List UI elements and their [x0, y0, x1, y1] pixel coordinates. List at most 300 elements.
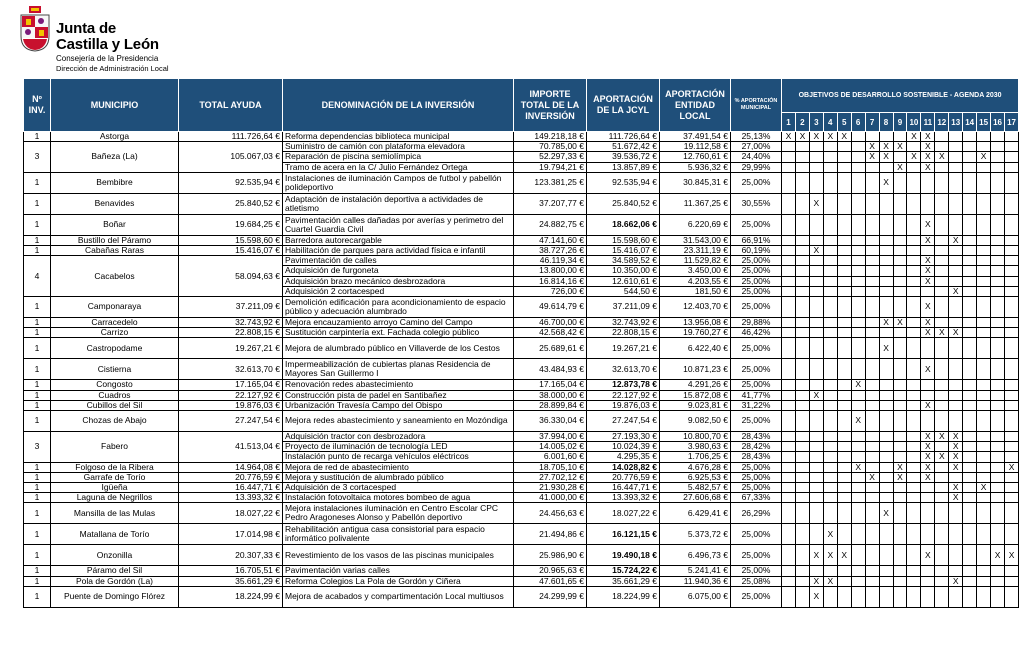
municipality-name: Congosto: [51, 380, 179, 390]
ods-cell-1: [782, 235, 796, 245]
ods-cell-11: X: [921, 432, 935, 442]
ods-cell-5: [837, 442, 851, 452]
jcyl-contribution: 16.447,71 €: [587, 483, 660, 493]
municipal-percentage: 67,33%: [731, 493, 782, 503]
investment-name: Instalaciones de iluminación Campos de futbol y pabellón polideportivo: [283, 172, 514, 193]
ods-cell-3: X: [809, 193, 823, 214]
ods-cell-5: [837, 142, 851, 152]
ods-cell-17: [1005, 276, 1019, 286]
page-header: [20, 4, 420, 78]
ods-cell-15: [977, 442, 991, 452]
ods-cell-1: [782, 328, 796, 338]
ods-cell-11: X: [921, 235, 935, 245]
jcyl-contribution: 51.672,42 €: [587, 142, 660, 152]
municipal-percentage: 66,91%: [731, 235, 782, 245]
local-contribution: 181,50 €: [660, 286, 731, 296]
ods-cell-2: [795, 246, 809, 256]
municipal-percentage: 30,55%: [731, 193, 782, 214]
ods-cell-16: [991, 390, 1005, 400]
ods-cell-2: [795, 162, 809, 172]
ods-cell-9: [893, 483, 907, 493]
ods-cell-4: [823, 338, 837, 359]
municipal-percentage: 25,00%: [731, 566, 782, 576]
ods-cell-6: [851, 235, 865, 245]
table-row: [24, 297, 1019, 318]
ods-cell-4: [823, 162, 837, 172]
local-contribution: 4.676,28 €: [660, 462, 731, 472]
investment-amount: 149.218,18 €: [514, 132, 587, 142]
ods-cell-11: X: [921, 442, 935, 452]
jcyl-contribution: 14.028,82 €: [587, 462, 660, 472]
ods-cell-17: [1005, 576, 1019, 586]
ods-cell-6: [851, 297, 865, 318]
jcyl-contribution: 19.876,03 €: [587, 400, 660, 410]
ods-cell-15: [977, 276, 991, 286]
total-aid: 37.211,09 €: [179, 297, 283, 318]
municipality-name: Carrizo: [51, 328, 179, 338]
ods-cell-10: [907, 214, 921, 235]
ods-cell-17: X: [1005, 545, 1019, 566]
ods-cell-13: [949, 214, 963, 235]
org-name-line1: Junta de: [56, 20, 117, 37]
ods-cell-16: [991, 256, 1005, 266]
ods-cell-5: [837, 452, 851, 462]
ods-cell-17: [1005, 297, 1019, 318]
ods-cell-12: [935, 462, 949, 472]
investment-amount: 16.814,16 €: [514, 276, 587, 286]
total-aid: 17.165,04 €: [179, 380, 283, 390]
ods-cell-14: [963, 286, 977, 296]
municipality-name: Puente de Domingo Flórez: [51, 586, 179, 607]
municipality-name: Cacabelos: [51, 256, 179, 297]
ods-cell-10: [907, 442, 921, 452]
ods-cell-5: [837, 576, 851, 586]
local-contribution: 3.980,63 €: [660, 442, 731, 452]
ods-cell-17: [1005, 472, 1019, 482]
investment-count: 1: [24, 503, 51, 524]
investment-amount: 24.299,99 €: [514, 586, 587, 607]
ods-cell-11: [921, 390, 935, 400]
ods-cell-16: [991, 235, 1005, 245]
ods-cell-9: [893, 193, 907, 214]
municipality-name: Folgoso de la Ribera: [51, 462, 179, 472]
ods-cell-16: [991, 142, 1005, 152]
ods-cell-1: [782, 338, 796, 359]
ods-cell-13: [949, 318, 963, 328]
ods-cell-7: [865, 380, 879, 390]
ods-cell-5: [837, 390, 851, 400]
investment-name: Reforma Colegios La Pola de Gordón y Ciñera: [283, 576, 514, 586]
jcyl-contribution: 27.247,54 €: [587, 411, 660, 432]
investment-name: Pavimentación varias calles: [283, 566, 514, 576]
ods-cell-14: [963, 411, 977, 432]
ods-cell-17: [1005, 359, 1019, 380]
total-aid: 19.876,03 €: [179, 400, 283, 410]
table-row: [24, 483, 1019, 493]
ods-cell-6: [851, 162, 865, 172]
ods-cell-14: [963, 152, 977, 162]
ods-cell-9: X: [893, 142, 907, 152]
ods-cell-14: [963, 524, 977, 545]
ods-cell-12: [935, 390, 949, 400]
table-row: [24, 472, 1019, 482]
ods-cell-12: [935, 359, 949, 380]
ods-cell-8: [879, 132, 893, 142]
ods-cell-6: [851, 442, 865, 452]
ods-cell-15: X: [977, 483, 991, 493]
ods-cell-17: [1005, 390, 1019, 400]
ods-cell-4: [823, 432, 837, 442]
municipal-percentage: 25,13%: [731, 132, 782, 142]
ods-cell-16: [991, 214, 1005, 235]
ods-cell-12: [935, 132, 949, 142]
ods-cell-4: [823, 493, 837, 503]
ods-number-header: 14: [963, 113, 977, 132]
ods-cell-13: [949, 359, 963, 380]
investment-name: Mejora y sustitución de alumbrado público: [283, 472, 514, 482]
ods-cell-17: [1005, 286, 1019, 296]
ods-cell-2: [795, 503, 809, 524]
ods-cell-5: X: [837, 545, 851, 566]
ods-cell-7: [865, 566, 879, 576]
ods-cell-1: [782, 390, 796, 400]
ods-cell-3: [809, 462, 823, 472]
ods-cell-6: [851, 390, 865, 400]
directorate-name: Dirección de Administración Local: [56, 64, 169, 73]
ods-cell-13: [949, 162, 963, 172]
ods-cell-17: [1005, 246, 1019, 256]
ods-cell-5: [837, 162, 851, 172]
ods-cell-1: [782, 586, 796, 607]
ods-cell-4: [823, 266, 837, 276]
table-row: [24, 246, 1019, 256]
ods-cell-8: X: [879, 142, 893, 152]
ods-cell-12: [935, 256, 949, 266]
ods-cell-3: [809, 235, 823, 245]
investment-name: Adquisición tractor con desbrozadora: [283, 432, 514, 442]
investment-count: 3: [24, 432, 51, 463]
ods-cell-9: [893, 266, 907, 276]
ods-cell-14: [963, 142, 977, 152]
ods-cell-5: [837, 246, 851, 256]
ods-cell-2: [795, 318, 809, 328]
municipal-percentage: 25,00%: [731, 256, 782, 266]
ods-cell-1: [782, 442, 796, 452]
ods-cell-7: [865, 442, 879, 452]
ods-cell-15: [977, 390, 991, 400]
ods-cell-12: [935, 503, 949, 524]
local-contribution: 6.429,41 €: [660, 503, 731, 524]
ods-cell-17: [1005, 452, 1019, 462]
ods-cell-6: [851, 193, 865, 214]
ods-cell-6: [851, 256, 865, 266]
ods-cell-4: [823, 286, 837, 296]
ods-cell-9: [893, 338, 907, 359]
municipality-name: Bustillo del Páramo: [51, 235, 179, 245]
municipal-percentage: 25,00%: [731, 380, 782, 390]
ods-cell-13: [949, 380, 963, 390]
ods-cell-13: [949, 152, 963, 162]
municipal-percentage: 25,00%: [731, 411, 782, 432]
ods-cell-1: X: [782, 132, 796, 142]
local-contribution: 6.075,00 €: [660, 586, 731, 607]
ods-cell-7: [865, 400, 879, 410]
ods-cell-10: [907, 586, 921, 607]
ods-cell-3: [809, 297, 823, 318]
ods-cell-17: [1005, 483, 1019, 493]
municipality-name: Camponaraya: [51, 297, 179, 318]
ods-cell-2: [795, 328, 809, 338]
investment-amount: 36.330,04 €: [514, 411, 587, 432]
ods-cell-15: [977, 235, 991, 245]
municipal-percentage: 26,29%: [731, 503, 782, 524]
ods-cell-6: [851, 318, 865, 328]
ods-cell-12: [935, 172, 949, 193]
ods-cell-10: [907, 276, 921, 286]
jcyl-contribution: 12.610,61 €: [587, 276, 660, 286]
investment-name: Impermeabilización de cubiertas planas Residencia de Mayores San Guillermo I: [283, 359, 514, 380]
ods-cell-4: [823, 452, 837, 462]
ods-cell-3: [809, 483, 823, 493]
jcyl-contribution: 15.724,22 €: [587, 566, 660, 576]
ods-cell-5: [837, 235, 851, 245]
jcyl-contribution: 19.267,21 €: [587, 338, 660, 359]
ods-cell-12: [935, 545, 949, 566]
municipal-percentage: 25,00%: [731, 472, 782, 482]
ods-cell-4: [823, 214, 837, 235]
ods-cell-14: [963, 235, 977, 245]
investment-count: 1: [24, 193, 51, 214]
ods-cell-5: [837, 266, 851, 276]
investment-amount: 13.800,00 €: [514, 266, 587, 276]
total-aid: 18.027,22 €: [179, 503, 283, 524]
ods-cell-1: [782, 400, 796, 410]
jcyl-contribution: 39.536,72 €: [587, 152, 660, 162]
investment-amount: 20.965,63 €: [514, 566, 587, 576]
ods-cell-14: [963, 132, 977, 142]
coat-of-arms-icon: [20, 6, 50, 52]
local-contribution: 13.956,08 €: [660, 318, 731, 328]
ods-cell-13: [949, 193, 963, 214]
ods-cell-17: [1005, 432, 1019, 442]
ods-cell-1: [782, 193, 796, 214]
ods-cell-1: [782, 545, 796, 566]
ods-cell-8: X: [879, 318, 893, 328]
table-row: [24, 432, 1019, 442]
ods-cell-5: [837, 193, 851, 214]
investment-count: 1: [24, 576, 51, 586]
ods-cell-9: [893, 400, 907, 410]
ods-cell-16: [991, 318, 1005, 328]
jcyl-contribution: 16.121,15 €: [587, 524, 660, 545]
table-row: [24, 193, 1019, 214]
investment-count: 1: [24, 390, 51, 400]
jcyl-contribution: 111.726,64 €: [587, 132, 660, 142]
ods-cell-12: [935, 142, 949, 152]
ods-cell-7: [865, 162, 879, 172]
ods-cell-8: [879, 214, 893, 235]
total-aid: 15.598,60 €: [179, 235, 283, 245]
ods-cell-4: [823, 472, 837, 482]
local-contribution: 12.403,70 €: [660, 297, 731, 318]
ods-cell-3: [809, 359, 823, 380]
ods-cell-3: [809, 524, 823, 545]
investment-amount: 46.119,34 €: [514, 256, 587, 266]
municipality-name: Benavides: [51, 193, 179, 214]
ods-cell-7: [865, 214, 879, 235]
ods-cell-11: X: [921, 276, 935, 286]
ods-cell-6: [851, 545, 865, 566]
ods-cell-12: [935, 586, 949, 607]
local-contribution: 23.311,19 €: [660, 246, 731, 256]
ods-cell-8: [879, 493, 893, 503]
ods-cell-11: [921, 193, 935, 214]
ods-cell-7: [865, 132, 879, 142]
ods-cell-14: [963, 586, 977, 607]
ods-cell-4: [823, 380, 837, 390]
ods-cell-9: [893, 390, 907, 400]
ods-cell-4: [823, 442, 837, 452]
ods-cell-6: [851, 483, 865, 493]
ods-cell-6: X: [851, 411, 865, 432]
ods-cell-3: [809, 432, 823, 442]
ods-cell-13: X: [949, 493, 963, 503]
ods-cell-2: [795, 483, 809, 493]
ods-cell-16: [991, 586, 1005, 607]
ods-cell-13: [949, 503, 963, 524]
ods-cell-11: X: [921, 452, 935, 462]
ods-cell-5: [837, 483, 851, 493]
investment-name: Suministro de camión con plataforma elevadora: [283, 142, 514, 152]
ods-cell-7: [865, 318, 879, 328]
ods-cell-11: X: [921, 462, 935, 472]
ods-cell-7: [865, 411, 879, 432]
ods-cell-6: [851, 566, 865, 576]
jcyl-contribution: 27.193,30 €: [587, 432, 660, 442]
ods-cell-17: [1005, 586, 1019, 607]
ods-cell-16: [991, 328, 1005, 338]
investments-table: [23, 78, 1019, 608]
local-contribution: 5.373,72 €: [660, 524, 731, 545]
ods-cell-11: [921, 493, 935, 503]
ods-cell-10: [907, 266, 921, 276]
ods-cell-6: [851, 432, 865, 442]
ods-cell-14: [963, 193, 977, 214]
ods-cell-13: [949, 586, 963, 607]
ods-cell-10: [907, 318, 921, 328]
table-row: [24, 493, 1019, 503]
ods-cell-16: [991, 462, 1005, 472]
ods-cell-17: [1005, 152, 1019, 162]
investment-amount: 37.994,00 €: [514, 432, 587, 442]
ods-cell-12: [935, 380, 949, 390]
ods-cell-8: [879, 545, 893, 566]
ods-cell-4: [823, 256, 837, 266]
total-aid: 92.535,94 €: [179, 172, 283, 193]
ods-cell-3: [809, 286, 823, 296]
ods-cell-6: [851, 493, 865, 503]
ods-cell-12: [935, 276, 949, 286]
municipal-percentage: 29,99%: [731, 162, 782, 172]
ods-cell-17: [1005, 493, 1019, 503]
ods-cell-10: [907, 411, 921, 432]
ods-cell-13: [949, 132, 963, 142]
ods-cell-5: [837, 256, 851, 266]
ods-cell-14: [963, 566, 977, 576]
ods-cell-14: [963, 390, 977, 400]
total-aid: 22.127,92 €: [179, 390, 283, 400]
ods-cell-8: [879, 472, 893, 482]
ods-cell-12: [935, 411, 949, 432]
municipality-name: Bañeza (La): [51, 142, 179, 173]
ods-cell-11: X: [921, 400, 935, 410]
table-row: [24, 503, 1019, 524]
investment-count: 1: [24, 566, 51, 576]
ods-cell-6: [851, 359, 865, 380]
ods-cell-16: [991, 338, 1005, 359]
total-aid: 16.705,51 €: [179, 566, 283, 576]
ods-number-header: 5: [837, 113, 851, 132]
ods-cell-5: [837, 400, 851, 410]
investment-amount: 24.456,63 €: [514, 503, 587, 524]
total-aid: 20.776,59 €: [179, 472, 283, 482]
ods-cell-8: [879, 235, 893, 245]
ods-cell-10: [907, 380, 921, 390]
ods-cell-14: [963, 172, 977, 193]
ods-cell-16: [991, 266, 1005, 276]
local-contribution: 9.023,81 €: [660, 400, 731, 410]
ods-cell-2: [795, 472, 809, 482]
ods-cell-9: [893, 359, 907, 380]
municipality-name: Cuadros: [51, 390, 179, 400]
ods-cell-8: [879, 524, 893, 545]
ods-cell-10: [907, 193, 921, 214]
ods-cell-9: [893, 493, 907, 503]
ods-cell-10: [907, 390, 921, 400]
investment-count: 1: [24, 132, 51, 142]
ods-cell-17: [1005, 328, 1019, 338]
ods-cell-15: [977, 493, 991, 503]
ods-cell-14: [963, 318, 977, 328]
ods-cell-13: [949, 524, 963, 545]
ods-cell-2: [795, 286, 809, 296]
local-contribution: 6.496,73 €: [660, 545, 731, 566]
jcyl-contribution: 20.776,59 €: [587, 472, 660, 482]
ods-cell-10: [907, 338, 921, 359]
ods-cell-10: [907, 566, 921, 576]
ods-cell-13: [949, 545, 963, 566]
ods-cell-7: [865, 503, 879, 524]
local-contribution: 3.450,00 €: [660, 266, 731, 276]
investment-count: 1: [24, 400, 51, 410]
ods-cell-16: [991, 483, 1005, 493]
municipal-percentage: 25,00%: [731, 214, 782, 235]
ods-cell-15: [977, 338, 991, 359]
ods-number-header: 3: [809, 113, 823, 132]
municipal-percentage: 28,43%: [731, 452, 782, 462]
ods-cell-15: [977, 359, 991, 380]
ods-cell-14: [963, 214, 977, 235]
ods-cell-6: [851, 338, 865, 359]
ods-cell-14: [963, 576, 977, 586]
ods-cell-9: [893, 503, 907, 524]
municipal-percentage: 60,19%: [731, 246, 782, 256]
ods-cell-11: X: [921, 297, 935, 318]
local-contribution: 10.871,23 €: [660, 359, 731, 380]
ods-cell-13: X: [949, 235, 963, 245]
ods-cell-15: [977, 566, 991, 576]
jcyl-contribution: 18.224,99 €: [587, 586, 660, 607]
